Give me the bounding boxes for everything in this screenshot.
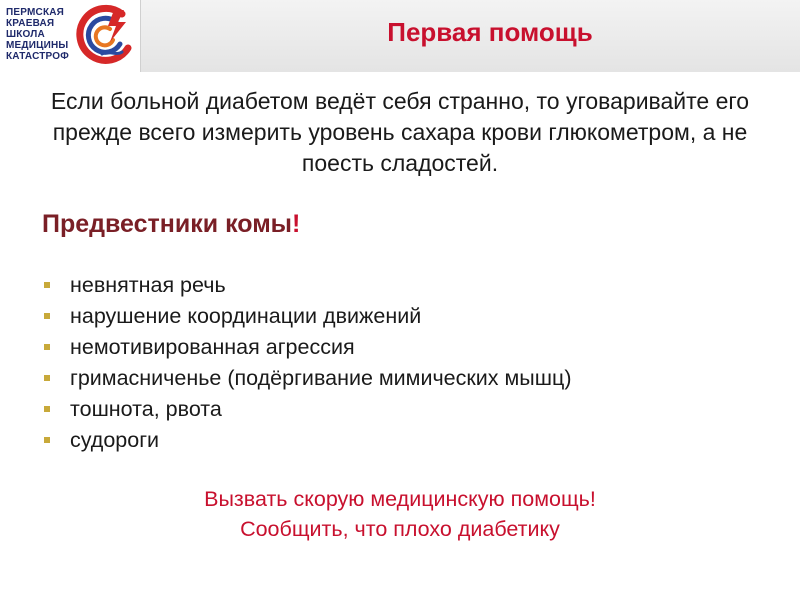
logo-line: ПЕРМСКАЯ xyxy=(6,7,65,18)
list-item-text: нарушение координации движений xyxy=(70,304,422,328)
callout-line: Сообщить, что плохо диабетику xyxy=(240,517,560,541)
list-item-text: тошнота, рвота xyxy=(70,397,222,421)
square-bullet-icon xyxy=(44,344,50,350)
list-item xyxy=(44,425,764,456)
square-bullet-icon xyxy=(44,437,50,443)
emergency-callout xyxy=(150,484,650,544)
square-bullet-icon xyxy=(44,282,50,288)
list-item xyxy=(44,332,764,363)
list-item-text: невнятная речь xyxy=(70,273,226,297)
list-item-text: судороги xyxy=(70,428,160,452)
slide-header xyxy=(0,0,800,72)
logo-text xyxy=(6,7,69,62)
page-title: Первая помощь xyxy=(387,17,593,47)
school-logo xyxy=(0,0,141,72)
list-item-text: немотивированная агрессия xyxy=(70,335,355,359)
list-item xyxy=(44,270,764,301)
logo-line: ШКОЛА xyxy=(6,29,45,40)
intro-text: Если больной диабетом ведёт себя странно, то уговаривайте его прежде всего измерить уровень сахара крови глюкометром, а не поесть сладостей. xyxy=(50,88,750,176)
section-heading-text: Предвестники комы xyxy=(42,210,293,238)
square-bullet-icon xyxy=(44,313,50,319)
symptom-list xyxy=(44,270,764,456)
list-item xyxy=(44,394,764,425)
callout-line: Вызвать скорую медицинскую помощь! xyxy=(204,487,596,511)
section-heading xyxy=(42,208,300,240)
square-bullet-icon xyxy=(44,406,50,412)
emergency-medicine-school-logo-icon xyxy=(72,4,138,70)
logo-line: КРАЕВАЯ xyxy=(6,18,55,29)
logo-line: КАТАСТРОФ xyxy=(6,51,70,62)
list-item-text: гримасниченье (подёргивание мимических мышц) xyxy=(70,366,572,390)
square-bullet-icon xyxy=(44,375,50,381)
list-item xyxy=(44,301,764,332)
list-item xyxy=(44,363,764,394)
section-heading-mark: ! xyxy=(292,210,301,238)
logo-line: МЕДИЦИНЫ xyxy=(6,40,69,51)
